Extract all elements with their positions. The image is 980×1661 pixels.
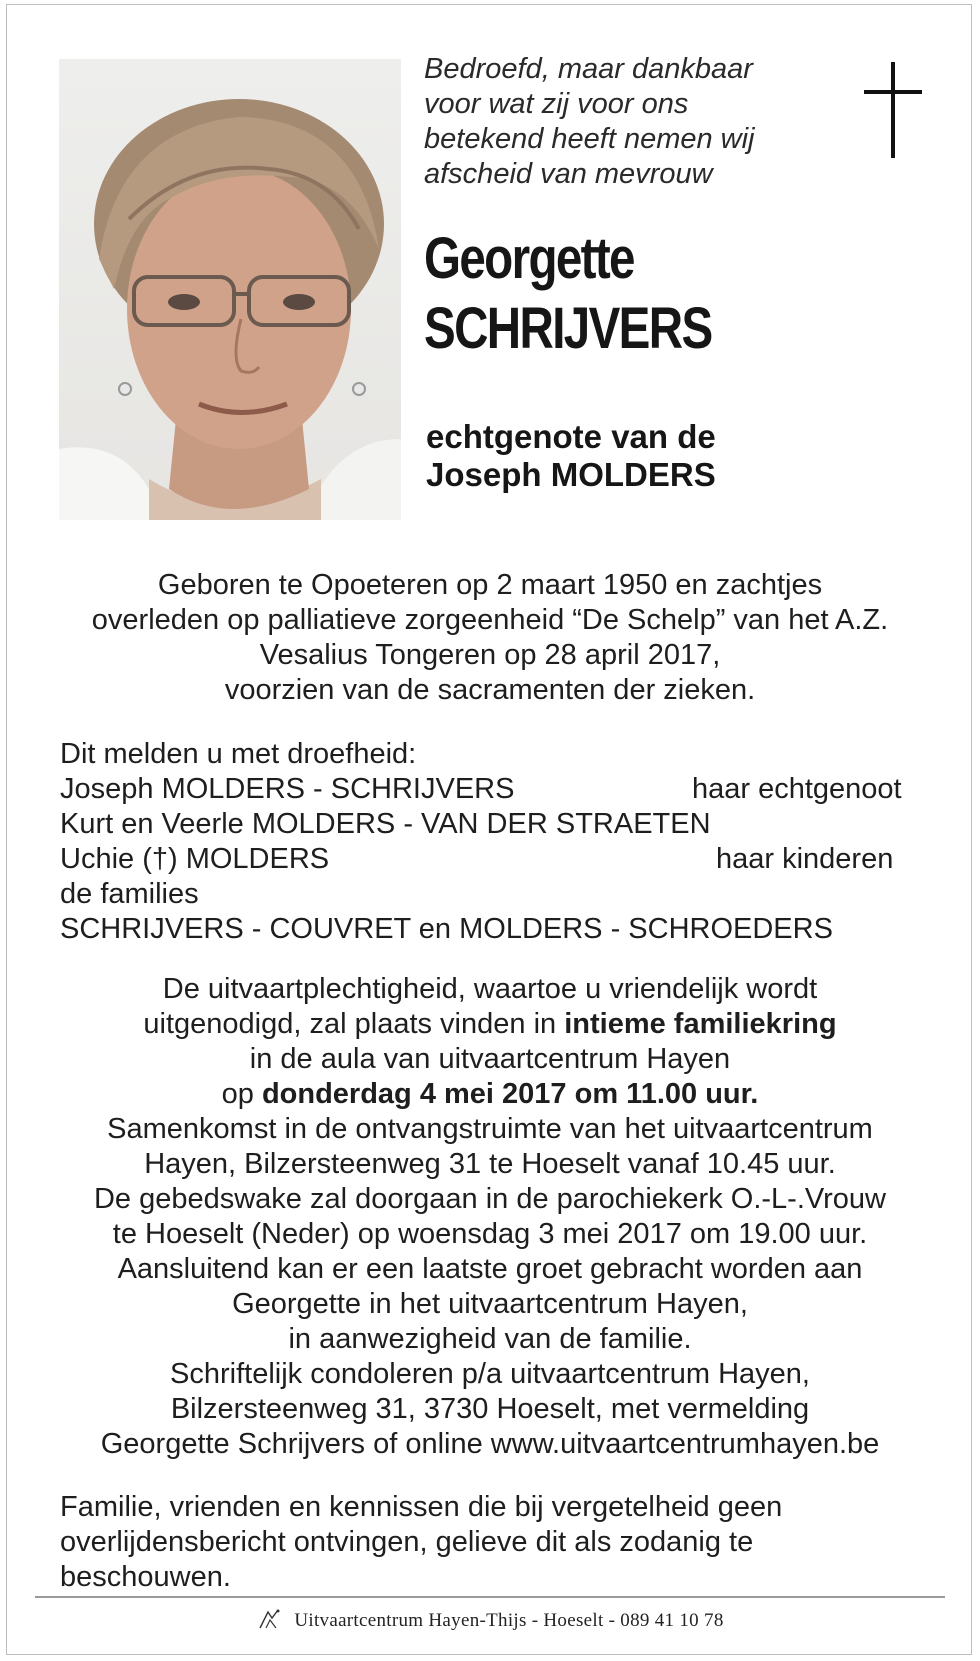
funeral-line: Georgette Schrijvers of online www.uitvaartcentrumhayen.be bbox=[100, 1428, 880, 1460]
born-line: Geboren te Opoeteren op 2 maart 1950 en zachtjes bbox=[157, 569, 823, 601]
intro-line: betekend heeft nemen wij bbox=[424, 123, 755, 155]
funeral-line: te Hoeselt (Neder) op woensdag 3 mei 2017 om 19.00 uur. bbox=[112, 1218, 868, 1250]
footer-divider bbox=[35, 1596, 945, 1598]
family-intro: Dit melden u met droefheid: bbox=[60, 738, 417, 770]
family-member: SCHRIJVERS - COUVRET en MOLDERS - SCHROEDERS bbox=[60, 913, 833, 945]
family-list bbox=[60, 737, 940, 947]
funeral-home-logo-icon bbox=[256, 1608, 284, 1630]
last-name: SCHRIJVERS bbox=[424, 296, 712, 361]
intro-line: afscheid van mevrouw bbox=[424, 158, 713, 190]
intro-line: voor wat zij voor ons bbox=[424, 88, 689, 120]
family-member: Kurt en Veerle MOLDERS - VAN DER STRAETEN bbox=[60, 808, 711, 840]
funeral-line: Aansluitend kan er een laatste groet gebracht worden aan bbox=[117, 1253, 863, 1285]
funeral-line: Samenkomst in de ontvangstruimte van het uitvaartcentrum bbox=[107, 1113, 873, 1145]
funeral-line: De uitvaartplechtigheid, waartoe u vriendelijk wordt bbox=[162, 973, 818, 1005]
funeral-line: De gebedswake zal doorgaan in de parochiekerk O.-L-.Vrouw bbox=[93, 1183, 887, 1215]
born-line: overleden op palliatieve zorgeenheid “De Schelp” van het A.Z. bbox=[91, 604, 889, 636]
funeral-line bbox=[40, 1007, 940, 1042]
family-member: Uchie (†) MOLDERS bbox=[60, 843, 330, 875]
family-member: de families bbox=[60, 878, 199, 910]
funeral-line: Bilzersteenweg 31, 3730 Hoeselt, met vermelding bbox=[170, 1393, 810, 1425]
family-relation: haar echtgenoot bbox=[692, 773, 902, 805]
funeral-line: in de aula van uitvaartcentrum Hayen bbox=[249, 1043, 731, 1075]
funeral-text: uitgenodigd, zal plaats vinden in bbox=[143, 1008, 565, 1040]
funeral-paragraph bbox=[40, 972, 940, 1462]
portrait-photo bbox=[59, 59, 401, 520]
notice-line: overlijdensbericht ontvingen, gelieve dit als zodanig te bbox=[60, 1526, 754, 1558]
funeral-home-contact: Uitvaartcentrum Hayen-Thijs - Hoeselt - 089 41 10 78 bbox=[294, 1610, 724, 1631]
family-member: Joseph MOLDERS - SCHRIJVERS bbox=[60, 773, 515, 805]
funeral-line: Hayen, Bilzersteenweg 31 te Hoeselt vanaf 10.45 uur. bbox=[144, 1148, 836, 1180]
funeral-text: op bbox=[221, 1078, 262, 1110]
spouse-line-1: echtgenote van de bbox=[426, 418, 716, 455]
birth-death-paragraph bbox=[40, 568, 940, 708]
notice-line: beschouwen. bbox=[60, 1561, 231, 1593]
funeral-line: Georgette in het uitvaartcentrum Hayen, bbox=[232, 1288, 748, 1320]
family-relation: haar kinderen bbox=[716, 843, 894, 875]
born-line: Vesalius Tongeren op 28 april 2017, bbox=[259, 639, 721, 671]
spouse-info bbox=[426, 418, 946, 494]
funeral-line: in aanwezigheid van de familie. bbox=[288, 1323, 692, 1355]
footer bbox=[0, 1608, 980, 1632]
intro-text bbox=[424, 52, 804, 192]
intro-line: Bedroefd, maar dankbaar bbox=[424, 53, 753, 85]
deceased-name bbox=[424, 224, 850, 364]
first-name: Georgette bbox=[424, 226, 634, 291]
spouse-line-2: Joseph MOLDERS bbox=[426, 456, 716, 493]
cross-icon bbox=[864, 62, 922, 158]
funeral-date: donderdag 4 mei 2017 om 11.00 uur. bbox=[261, 1078, 759, 1110]
funeral-line: Schriftelijk condoleren p/a uitvaartcentrum Hayen, bbox=[170, 1358, 810, 1390]
funeral-emphasis: intieme familiekring bbox=[564, 1008, 837, 1040]
born-line: voorzien van de sacramenten der zieken. bbox=[224, 674, 756, 706]
funeral-line bbox=[40, 1077, 940, 1112]
notice-line: Familie, vrienden en kennissen die bij vergetelheid geen bbox=[60, 1491, 783, 1523]
closing-notice bbox=[60, 1490, 940, 1595]
